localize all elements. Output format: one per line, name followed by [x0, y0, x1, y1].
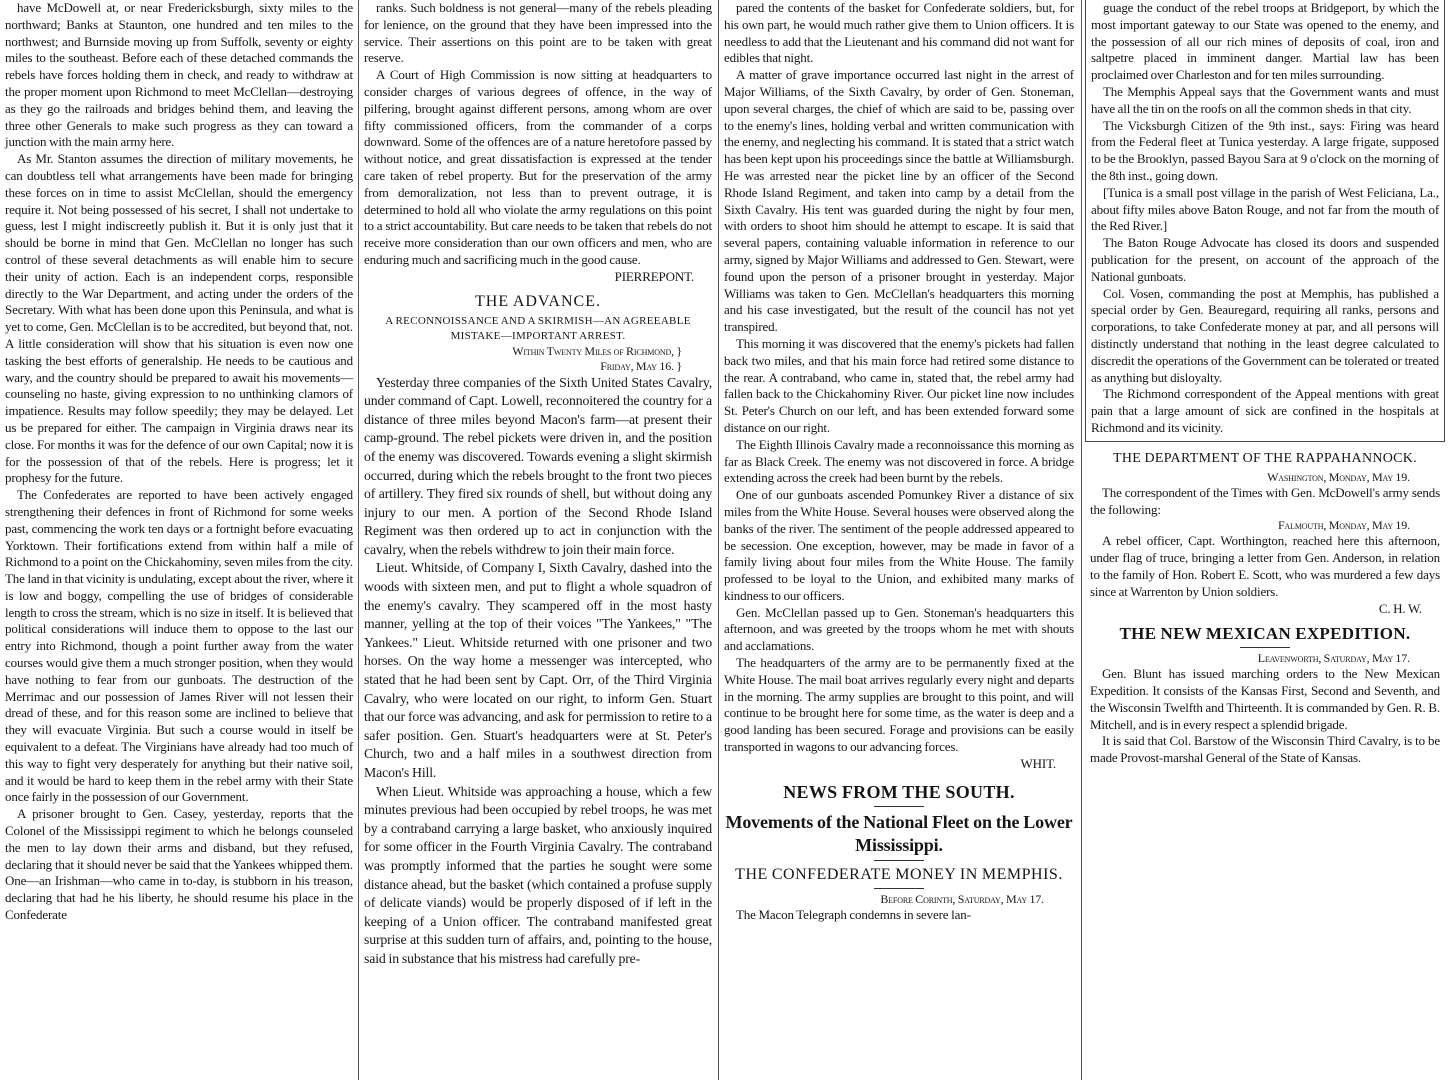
- article-paragraph: The Confederates are reported to have been actively engaged strengthening their defences in front of Richmond for some weeks past, commencing the work ten days or a fortnight before evacuating Yorktown. Their fortifications extend from within half a mile of Richmond to a point on the Chickahominy, seven miles from the city. The land in that vicinity is undulating, except about the river, where it is low and boggy, compelling the use of bridges of considerable length to cross the stream, which is no size in itself. It is believed that political considerations will induce them to oppose to the last our entry into Richmond, though a point further away from the water courses would give them a much stronger position, when they would have nothing to fear from our gunboats. The destruction of the Merrimac and our possession of James River will not lessen their dread of these, and for this reason some are inclined to believe that they will evacuate Virginia. But such a course would in itself be equivalent to a defeat. The Virginians have already had too much of this way to fight very desperately for anything but their native soil, and it would be hard to keep them in the rebel army with their State once fairly in the possession of our Government.: [5, 487, 353, 805]
- signature: C. H. W.: [1378, 600, 1422, 616]
- article-paragraph: The headquarters of the army are to be permanently fixed at the White House. The mail boat arrives regularly every night and departs in the morning. The army supplies are brought to this point, and will continue to be brought here for some time, as the water is deep and a good landing has been secured. Forage and provisions can be easily transported in wagons to our advancing forces.: [724, 655, 1074, 755]
- article-paragraph: The Eighth Illinois Cavalry made a reconnoissance this morning as far as Black Creek. The enemy was not discovered in force. A bridge extending across the creek had been burnt by the rebels.: [724, 436, 1074, 486]
- dateline: Friday, May 16. }: [600, 358, 682, 373]
- article-paragraph: have McDowell at, or near Fredericksburgh, sixty miles to the northward; Banks at Staunton, one hundred and ten miles to the northwest; and Burnside moving up from Suffolk, seventy or eighty miles to the southeast. Before each of these detached commands the rebels have forces holding them in check, and ready to withdraw at the proper moment upon Richmond to meet McClellan—destroying as they go the railroads and bridges behind them, and leaving the three other Generals to make such progress as they can toward a junction with the main army here.: [5, 0, 353, 150]
- article-paragraph: The Richmond correspondent of the Appeal mentions with great pain that a large amount of sick are confined in the hospitals at Richmond and its vicinity.: [1091, 386, 1439, 435]
- article-paragraph: This morning it was discovered that the enemy's pickets had fallen back two miles, and that his main force had retired some distance to the rear. A contraband, who came in, stated that, the rebel army had fallen back to the Chickahominy River. Our picket line now includes St. Peter's Church on our left, and has been extended forward some distance on our right.: [724, 335, 1074, 435]
- article-paragraph: The Baton Rouge Advocate has closed its doors and suspended publication for the present, on account of the approach of the National gunboats.: [1091, 235, 1439, 284]
- article-paragraph: [Tunica is a small post village in the parish of West Feliciana, La., about fifty miles above Baton Rouge, and not far from the mouth of the Red River.]: [1091, 184, 1439, 234]
- headline-the-advance: THE ADVANCE.: [475, 292, 601, 310]
- article-paragraph: It is said that Col. Barstow of the Wisconsin Third Cavalry, is to be made Provost-marshal General of the State of Kansas.: [1090, 733, 1440, 766]
- headline-rappahannock: THE DEPARTMENT OF THE RAPPAHANNOCK.: [1112, 450, 1418, 466]
- divider: [874, 888, 924, 889]
- article-paragraph: pared the contents of the basket for Confederate soldiers, but, for his own part, he would much rather give them to Union officers. It is needless to add that the Lieutenant and his command did not want for edibles that night.: [724, 0, 1074, 66]
- article-paragraph: Col. Vosen, commanding the post at Memphis, has published a special order by Gen. Beauregard, requiring all ranks, persons and corporations, to take Confederate money at par, and all persons will distinctly understand that nothing in the least degree calculated to discredit the operations of the Government can be tolerated or treated as anything but disloyalty.: [1091, 285, 1439, 385]
- article-paragraph: Gen. McClellan passed up to Gen. Stoneman's headquarters this afternoon, and was greeted by the troops whom he met with shouts and acclamations.: [724, 604, 1074, 654]
- headline-news-from-the-south: NEWS FROM THE SOUTH.: [783, 781, 1015, 802]
- column-rule: [1081, 0, 1082, 1080]
- dateline: Before Corinth, Saturday, May 17.: [880, 891, 1044, 906]
- signature: PIERREPONT.: [614, 268, 694, 284]
- headline-confederate-money: THE CONFEDERATE MONEY IN MEMPHIS.: [735, 865, 1063, 883]
- column-4: [1090, 0, 1440, 767]
- dateline: Leavenworth, Saturday, May 17.: [1257, 651, 1410, 666]
- article-paragraph: A Court of High Commission is now sitting at headquarters to consider charges of various degrees of offence, in the way of pilfering, brought against different persons, among whom are over fifty commissioned officers, from the commander of a corps downward. Some of the offences are of a nature heretofore passed by without notice, and great dissatisfaction is expressed at the tender care taken of rebel property. But for the preservation of the army from demoralization, not less than to prevent outrage, it is determined to hold all who violate the army regulations on this point to a strict accountability. But care needs to be taken that rebels do not receive more consideration than our own officers and men, who are enduring much and sacrificing much in the good cause.: [364, 67, 712, 267]
- divider: [874, 806, 924, 807]
- article-paragraph: One of our gunboats ascended Pomunkey River a distance of six miles from the White House. Several houses were observed along the banks of the river. The sentiment of the people addressed appeared to be secession. One exception, however, may be made in favor of a family living about four miles from the White House. The family professed to be loyal to the Union, and exhibited many marks of kindness to our officers.: [724, 487, 1074, 603]
- column-2: [364, 0, 712, 969]
- article-paragraph: A matter of grave importance occurred last night in the arrest of Major Williams, of the Sixth Cavalry, by order of Gen. Stoneman, upon several charges, the chief of which are said to be, passing over to the enemy's lines, holding verbal and written communication with the enemy, and neglecting his command. It is stated that a strict watch has been kept upon his proceedings since the battle at Williamsburgh. He was arrested near the picket line by an officer of the Second Rhode Island Regiment, and taken into camp by a detail from the Sixth Cavalry. His tent was guarded during the night by four men, with orders to shoot him should he attempt to escape. It is said that several papers, containing valuable information in reference to our army, signed by Major Williams and addressed to Gen. Stewart, were found upon the person of a prisoner brought in yesterday. Major Williams was taken to Gen. McClellan's headquarters this morning and his case investigated, but the result of the council has not yet transpired.: [724, 67, 1074, 335]
- article-paragraph: The Memphis Appeal says that the Government wants and must have all the tin on the roofs on all the common sheds in that city.: [1091, 83, 1439, 116]
- article-paragraph: The correspondent of the Times with Gen. McDowell's army sends the following:: [1090, 484, 1440, 517]
- article-paragraph: Lieut. Whitside, of Company I, Sixth Cavalry, dashed into the woods with sixteen men, and put to flight a whole squadron of the enemy's cavalry. They scampered off in the most hasty manner, yelling at the top of their voices "The Yankees," "The Yankees." Lieut. Whitside returned with one prisoner and two horses. On the way home a messenger was intercepted, who stated that he had been sent by Capt. Orr, of the Third Virginia Cavalry, who were located on our right, to inform Gen. Stuart that our force was advancing, and ask for permission to retire to a safer position. Gen. Stuart's headquarters were at St. Peter's Church, two and a half miles in a southwest direction from Macon's Hill.: [364, 560, 712, 781]
- article-paragraph: The Macon Telegraph condemns in severe lan-: [736, 906, 971, 922]
- article-paragraph: ranks. Such boldness is not general—many of the rebels pleading for lenience, on the ground that they have been impressed into the service. Their assertions on this point are to be taken with great reserve.: [364, 0, 712, 66]
- article-paragraph: As Mr. Stanton assumes the direction of military movements, he can doubtless tell what arrangements have been made for bringing these forces on in time to assist McClellan, should the emergency require it. Not being possessed of his secret, I shall not undertake to guess, lest I might indiscreetly publish it. But it is only just that it should be borne in mind that Gen. McClellan no longer has such control of these several detachments as will enable him to secure their unity of action. Each is an independent corps, responsible directly to the War Department, and acting under the orders of the Secretary. With what has been done upon this Peninsula, and what is yet to come, Gen. McClellan is to be accredited, but beyond that, not. A little consideration will show that his situation is even now one tasking the best efforts of generalship. He needs to be cautious and wary, and the country should be prepared to await his movements—counseling no haste, giving expression to no unthinking clamors of impatience. Results may follow speedily; they may be delayed. Let us be prepared for either. The campaign in Virginia draws near its close. For months it was for the defence of our own Capital; now it is for the possession of that of the rebels. Here is progress; let it prophesy for the future.: [5, 151, 353, 486]
- dateline: Washington, Monday, May 19.: [1267, 469, 1410, 484]
- article-paragraph: When Lieut. Whitside was approaching a house, which a few minutes previous had been occupied by rebel troops, he was met by a contraband carrying a large basket, who anxiously inquired for some officer in the Fourth Virginia Cavalry. The contraband was promptly informed that the parties he sought were some distance ahead, but the basket (which contained a profuse supply of delicate viands) would be properly disposed of if left in the keeping of a Union officer. The contraband manifested great surprise at this sudden turn of affairs, and, pointing to the house, said in substance that his mistress had carefully pre-: [364, 783, 712, 966]
- divider: [1240, 647, 1290, 648]
- article-paragraph: guage the conduct of the rebel troops at Bridgeport, by which the most important gateway to our State was opened to the enemy, and the possession of all our rich mines of deposits of coal, iron and saltpetre placed in imminent danger. Martial law has been proclaimed over Charleston and for ten miles surrounding.: [1091, 0, 1439, 83]
- column-3: [724, 0, 1074, 923]
- article-paragraph: Gen. Blunt has issued marching orders to the New Mexican Expedition. It consists of the Kansas First, Second and Seventh, and the Wisconsin Twelfth and Thirteenth. It is commanded by Gen. R. B. Mitchell, and is in every respect a splendid brigade.: [1090, 666, 1440, 732]
- headline-movements: Movements of the National Fleet on the Lower Mississippi.: [725, 811, 1073, 855]
- dateline: Within Twenty Miles of Richmond, }: [512, 343, 682, 358]
- boxed-section: [1085, 0, 1445, 442]
- column-rule: [718, 0, 719, 1080]
- article-paragraph: A prisoner brought to Gen. Casey, yesterday, reports that the Colonel of the Mississippi regiment to which he belongs counseled the men to lay down their arms and disband, but they refused, declaring that it should never be said that the Yankees whipped them. One—an Irishman—who came in to-day, is stubborn in his treason, declaring that had he his liberty, he should resume his place in the Confederate: [5, 806, 353, 923]
- dateline: Falmouth, Monday, May 19.: [1277, 518, 1410, 533]
- headline-new-mexican-expedition: THE NEW MEXICAN EXPEDITION.: [1119, 624, 1411, 644]
- article-paragraph: A rebel officer, Capt. Worthington, reached here this afternoon, under flag of truce, bringing a letter from Gen. Anderson, in relation to the family of Hon. Robert E. Scott, who was murdered a few days since at Warrenton by Union soldiers.: [1090, 533, 1440, 599]
- column-1: [5, 0, 353, 924]
- divider: [874, 860, 924, 861]
- article-paragraph: The Vicksburgh Citizen of the 9th inst., says: Firing was heard from the Federal fleet at Tunica yesterday. A large frigate, supposed to be the Brooklyn, passed Bayou Sara at 9 o'clock on the morning of the 8th inst., going down.: [1091, 117, 1439, 183]
- subheadline: A RECONNOISSANCE AND A SKIRMISH—AN AGREEABLE MISTAKE—IMPORTANT ARREST.: [385, 314, 691, 342]
- article-paragraph: Yesterday three companies of the Sixth United States Cavalry, under command of Capt. Lowell, reconnoitered the country for a distance of three miles beyond Macon's farm—at present their camp-ground. The rebel pickets were driven in, and the position of the enemy was discovered. Towards evening a slight skirmish occurred, during which the rebels brought to the front two pieces of artillery. They fired six rounds of shell, but without doing any injury to our men. A portion of the Second Rhode Island Regiment was then ordered up to act in conjunction with the cavalry, when the rebels withdrew to join their main force.: [364, 374, 712, 557]
- signature: WHIT.: [1020, 755, 1056, 771]
- column-rule: [358, 0, 359, 1080]
